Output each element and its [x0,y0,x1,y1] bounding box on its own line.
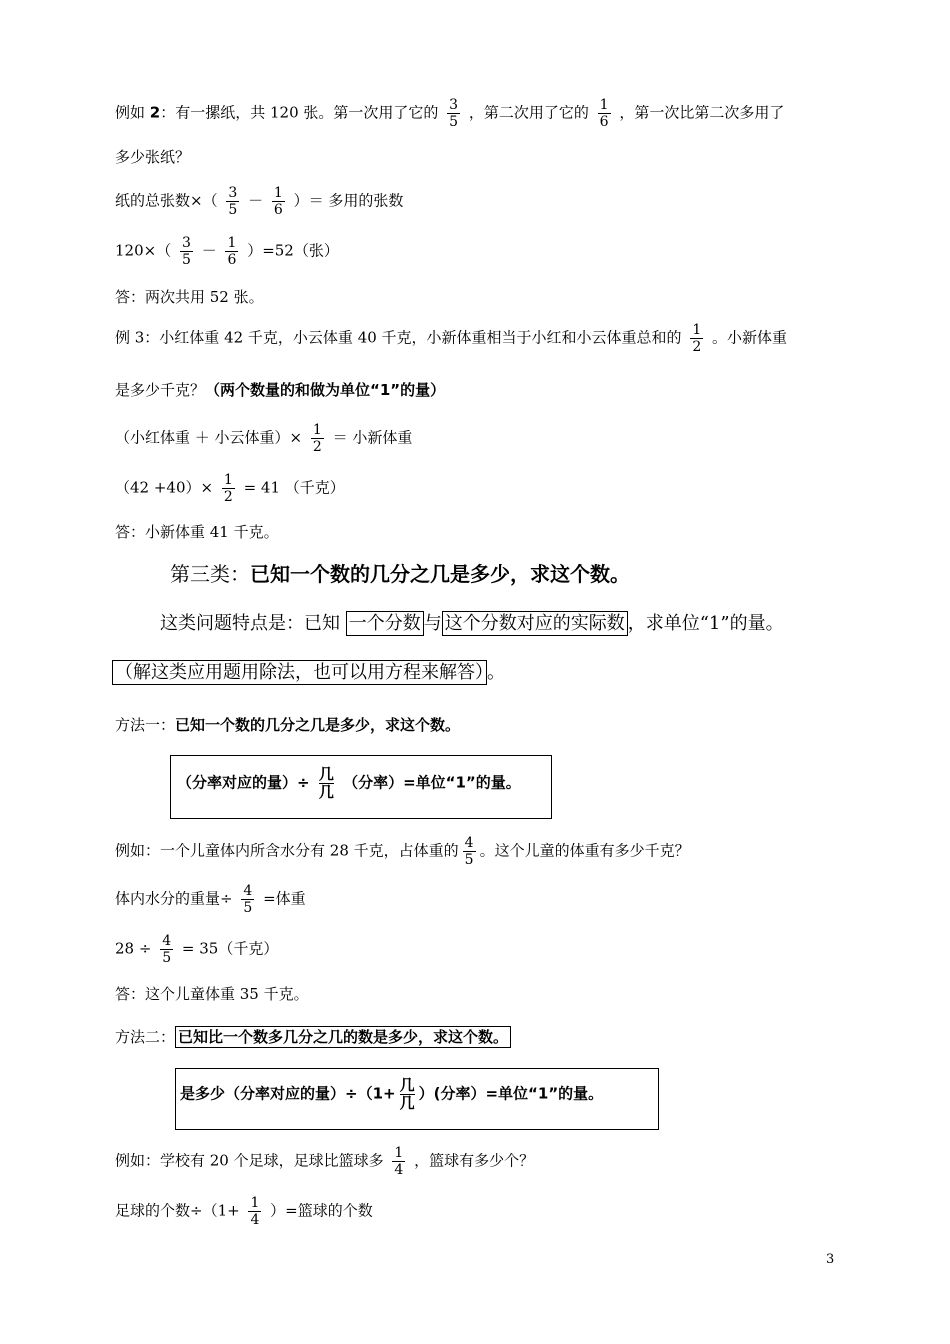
ex2-text-mid: ，第二次用了它的 [468,103,589,122]
fraction-1-6: $\frac{1}{6}$ [227,235,237,269]
ex2-question-line2: 多少张纸？ [115,148,191,166]
section3-title: 第三类：已知一个数的几分之几是多少，求这个数。 [170,562,630,586]
method2-example: 例如：学校有 20 个足球，足球比篮球多 $\frac{1}{4}$ ，篮球有多少个？ [115,1145,535,1179]
fraction-1-6: $\frac{1}{6}$ [599,97,609,131]
fraction-1-4: $\frac{1}{4}$ [250,1195,260,1229]
ex2-label: 例如 [115,103,150,122]
method1-answer: 答：这个儿童体重 35 千克。 [115,985,309,1003]
section3-note: （解这类应用题用除法，也可以用方程来解答） 。 [112,664,505,682]
method2-formula-box: 是多少（分率对应的量）÷（1+ 几 几 ）(分率）=单位“1”的量。 [175,1068,659,1130]
ex3-answer: 答：小新体重 41 千克。 [115,523,279,541]
ex2-text-tail: ，第一次比第二次多用了 [619,103,785,122]
ex3-formula: （小红体重 ＋ 小云体重）× $\frac{1}{2}$ ＝ 小新体重 [115,422,413,456]
fraction-4-5: $\frac{4}{5}$ [243,883,253,917]
ex3-question-line2: 是多少千克？（两个数量的和做为单位“1”的量） [115,381,446,399]
method1-formula-box: （分率对应的量）÷ 几 几 （分率）=单位“1”的量。 [170,755,552,819]
ex3-hint: （两个数量的和做为单位“1”的量） [205,381,446,399]
fraction-3-5: $\frac{3}{5}$ [228,185,238,219]
ex2-text: ：有一摞纸，共 120 张。第一次用了它的 [160,103,439,122]
method2-formula: 足球的个数÷（1+ $\frac{1}{4}$ ）=篮球的个数 [115,1195,373,1229]
fraction-1-2: $\frac{1}{2}$ [223,472,233,506]
method1-heading: 方法一：已知一个数的几分之几是多少，求这个数。 [115,716,461,734]
fraction-1-4: $\frac{1}{4}$ [394,1145,404,1179]
fraction-1-2: $\frac{1}{2}$ [312,422,322,456]
page-number: 3 [826,1252,835,1267]
ex2-number: 2 [149,103,161,122]
ex2-calculation: 120×（ $\frac{3}{5}$ － $\frac{1}{6}$ ）=52（张） [115,235,339,269]
boxed-term-actual-number: 这个分数对应的实际数 [442,611,628,636]
fraction-4-5: $\frac{4}{5}$ [162,933,172,967]
section3-feature: 这类问题特点是：已知 一个分数 与 这个分数对应的实际数 ，求单位“1”的量。 [160,613,784,634]
method1-formula: 体内水分的重量÷ $\frac{4}{5}$ =体重 [115,883,306,917]
ex2-question-line1 [115,97,784,130]
method1-example: 例如：一个儿童体内所含水分有 28 千克，占体重的 $\frac{4}{5}$ 。这个儿童的体重有多少千克？ [115,835,690,869]
method1-calculation: 28 ÷ $\frac{4}{5}$ = 35（千克） [115,933,279,967]
method2-heading: 方法二： 已知比一个数多几分之几的数是多少，求这个数。 [115,1030,511,1045]
fraction-1-6: $\frac{1}{6}$ [273,185,283,219]
method2-boxed-title: 已知比一个数多几分之几的数是多少，求这个数。 [175,1026,511,1048]
fraction-ji-ji: 几 几 [399,1076,415,1112]
boxed-term-fraction: 一个分数 [346,611,424,636]
ex2-answer: 答：两次共用 52 张。 [115,288,264,306]
ex3-calculation: （42 +40）× $\frac{1}{2}$ = 41 （千克） [115,472,345,506]
ex3-question-line1: 例 3：小红体重 42 千克，小云体重 40 千克，小新体重相当于小红和小云体重总和的 $\frac{1}{2}$ 。小新体重 [115,322,788,356]
fraction-1-2: $\frac{1}{2}$ [692,322,702,356]
fraction-3-5: $\frac{3}{5}$ [449,97,459,131]
fraction-3-5: $\frac{3}{5}$ [181,235,191,269]
fraction-ji-ji: 几 几 [318,765,334,801]
fraction-4-5: $\frac{4}{5}$ [464,835,474,869]
ex2-formula: 纸的总张数×（ $\frac{3}{5}$ － $\frac{1}{6}$ ）＝ 多用的张数 [115,185,404,219]
boxed-note: （解这类应用题用除法，也可以用方程来解答） [112,660,487,685]
